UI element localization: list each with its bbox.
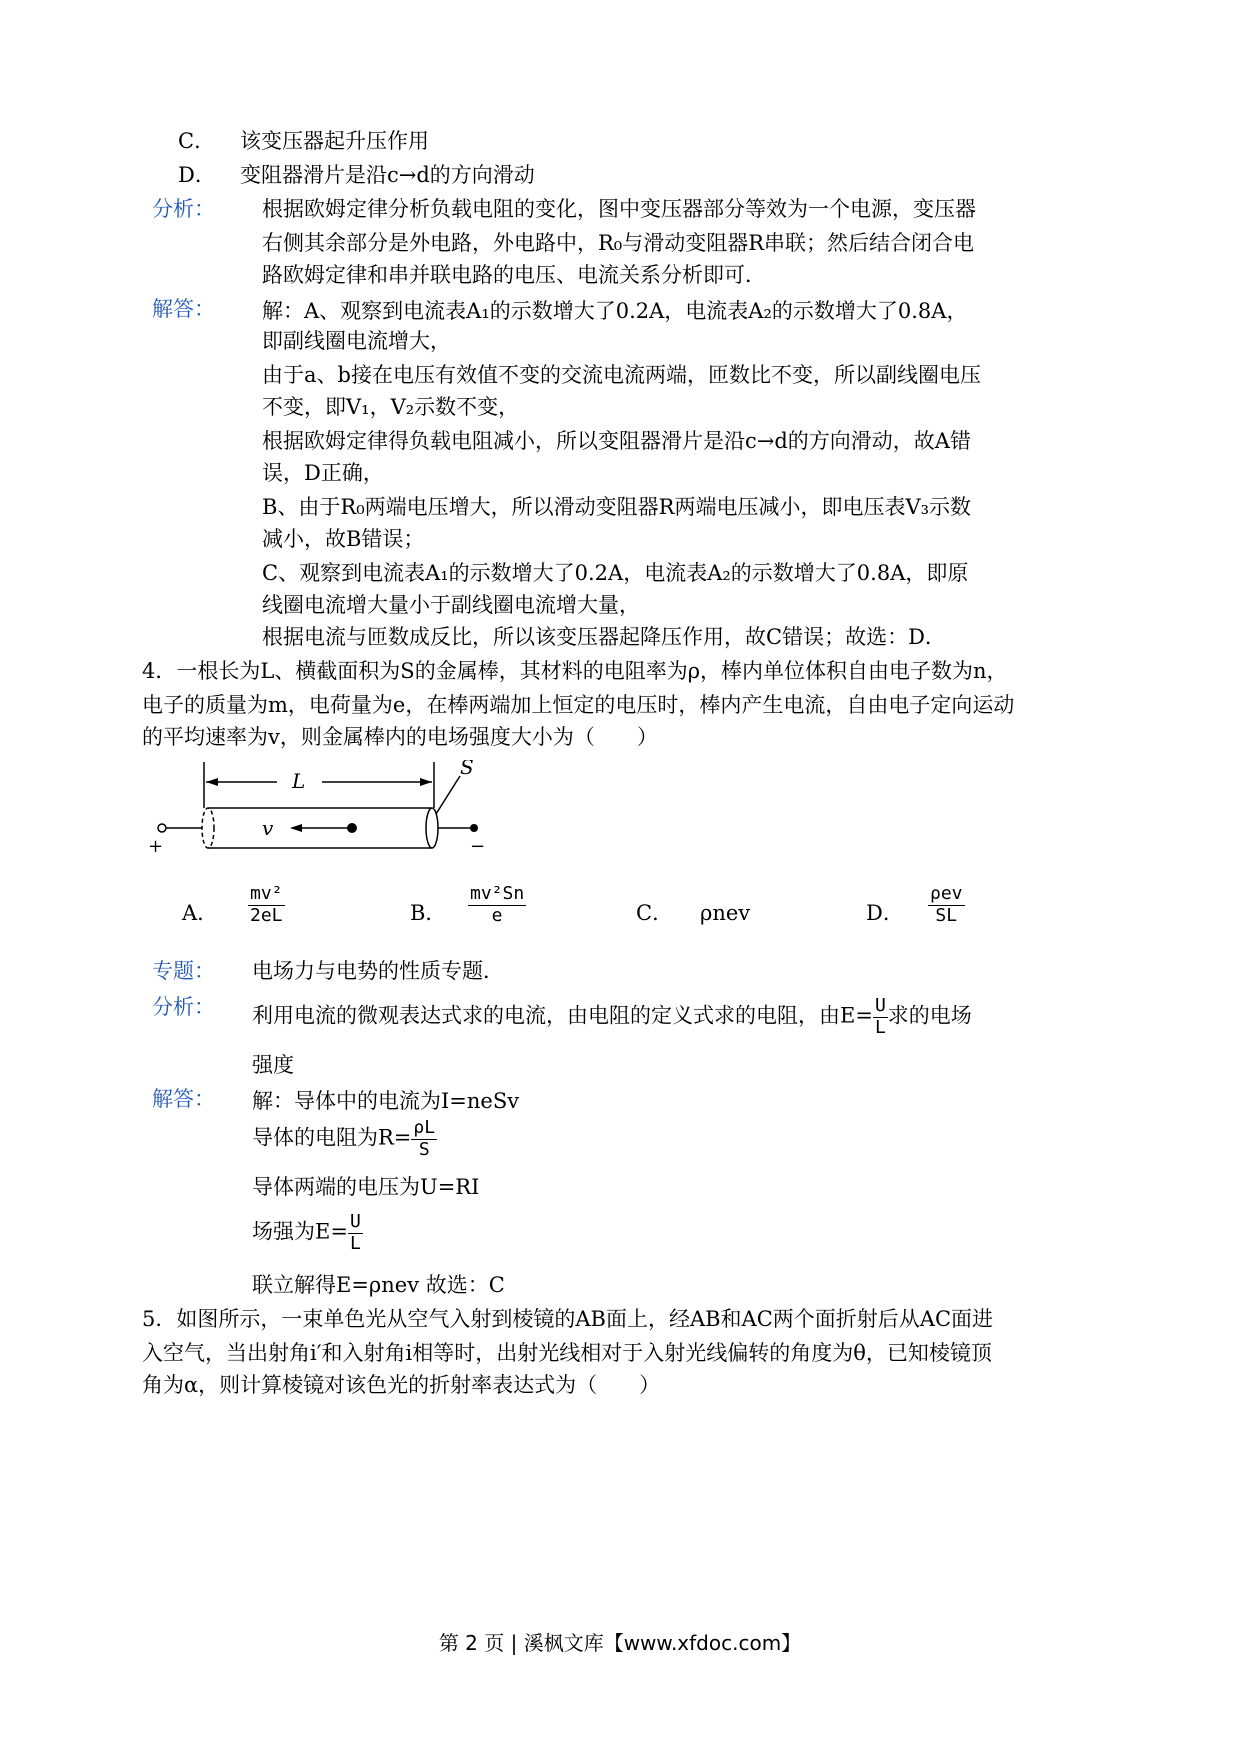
q4-solution-line-4 xyxy=(252,1212,363,1254)
q3-option-d-label: D． xyxy=(178,163,216,187)
q4-topic-text: 电场力与电势的性质专题． xyxy=(252,959,504,983)
q4-stem-line-1: 4．一根长为L、横截面积为S的金属棒，其材料的电阻率为ρ，棒内单位体积自由电子数为n， xyxy=(142,659,1008,683)
q4-option-b-formula xyxy=(468,884,526,926)
positive-terminal-label: + xyxy=(148,836,164,856)
analysis-text: 求的电场 xyxy=(887,1003,972,1028)
q4-solution-line-5: 联立解得E=ρnev 故选：C xyxy=(252,1273,505,1297)
q5-stem-line-3: 角为α，则计算棱镜对该色光的折射率表达式为（ ） xyxy=(142,1373,661,1397)
q3-solution-line: C、观察到电流表A₁的示数增大了0.2A，电流表A₂的示数增大了0.8A，即原 xyxy=(262,561,969,585)
fraction xyxy=(248,884,285,926)
fraction-numerator: ρev xyxy=(930,883,963,904)
q4-analysis-line-2: 强度 xyxy=(252,1053,294,1077)
q4-option-b-label: B． xyxy=(410,901,447,925)
velocity-label: v xyxy=(262,816,274,840)
fraction-denominator: S xyxy=(418,1138,430,1160)
fraction-denominator: L xyxy=(349,1232,361,1254)
fraction-numerator: U xyxy=(874,995,886,1016)
fraction-numerator: mv²Sn xyxy=(470,883,525,904)
q3-solution-line: 由于a、b接在电压有效值不变的交流电流两端，匝数比不变，所以副线圈电压 xyxy=(262,363,981,387)
q3-solution-line: 即副线圈电流增大， xyxy=(262,329,451,353)
q3-solution-line: B、由于R₀两端电压增大，所以滑动变阻器R两端电压减小，即电压表V₃示数 xyxy=(262,495,972,519)
q4-solution-line-1: 解：导体中的电流为I=neSv xyxy=(252,1089,520,1113)
metal-rod-figure xyxy=(142,760,502,856)
fraction xyxy=(873,996,888,1038)
q5-stem-line-1: 5．如图所示，一束单色光从空气入射到棱镜的AB面上，经AB和AC两个面折射后从AC面进 xyxy=(142,1307,994,1331)
fraction-numerator: ρL xyxy=(413,1117,436,1138)
fraction xyxy=(411,1118,437,1160)
q3-option-d-text: 变阻器滑片是沿c→d的方向滑动 xyxy=(240,163,535,187)
q4-solution-label: 解答： xyxy=(152,1087,215,1111)
q4-analysis-label: 分析： xyxy=(152,995,215,1019)
fraction xyxy=(348,1212,363,1254)
q4-solution-line-2 xyxy=(252,1118,437,1160)
q4-solution-line-3: 导体两端的电压为U=RI xyxy=(252,1175,480,1199)
q4-option-d-label: D． xyxy=(866,901,904,925)
negative-terminal-label: − xyxy=(470,836,486,856)
fraction-denominator: 2eL xyxy=(250,904,283,926)
fraction-numerator: U xyxy=(349,1211,361,1232)
q3-solution-line: 减小，故B错误； xyxy=(262,527,425,551)
q4-analysis-line-1 xyxy=(252,996,972,1038)
fraction xyxy=(928,884,965,926)
q5-stem-line-2: 入空气，当出射角i′和入射角i相等时，出射光线相对于入射光线偏转的角度为θ，已知棱镜顶 xyxy=(142,1341,992,1365)
q3-analysis-label: 分析： xyxy=(152,197,215,221)
page-footer: 第 2 页 | 溪枫文库【www.xfdoc.com】 xyxy=(438,1631,802,1655)
q3-analysis-line-2: 右侧其余部分是外电路，外电路中，R₀与滑动变阻器R串联；然后结合闭合电 xyxy=(262,231,975,255)
q3-analysis-line-3: 路欧姆定律和串并联电路的电压、电流关系分析即可． xyxy=(262,263,766,287)
length-label: L xyxy=(292,769,306,793)
solution-text: 导体的电阻为R= xyxy=(252,1125,412,1150)
q4-option-c-text: ρnev xyxy=(700,901,751,925)
fraction xyxy=(468,884,526,926)
q3-solution-line: 线圈电流增大量小于副线圈电流增大量， xyxy=(262,593,640,617)
analysis-text: 利用电流的微观表达式求的电流，由电阻的定义式求的电阻，由E= xyxy=(252,1003,873,1028)
q3-solution-label: 解答： xyxy=(152,297,215,321)
q3-solution-line: 解：A、观察到电流表A₁的示数增大了0.2A，电流表A₂的示数增大了0.8A， xyxy=(262,299,968,323)
electron-dot xyxy=(347,823,357,833)
fraction-denominator: L xyxy=(874,1016,886,1038)
q3-solution-line: 不变，即V₁，V₂示数不变， xyxy=(262,395,520,419)
q4-topic-label: 专题： xyxy=(152,959,215,983)
fraction-denominator: SL xyxy=(935,904,958,926)
q3-option-c-text: 该变压器起升压作用 xyxy=(240,129,429,153)
q3-option-c-label: C． xyxy=(178,129,216,153)
q3-solution-line: 根据欧姆定律得负载电阻减小，所以变阻器滑片是沿c→d的方向滑动，故A错 xyxy=(262,429,971,453)
cross-section-label: S xyxy=(460,760,474,779)
q4-option-d-formula xyxy=(928,884,965,926)
fraction-denominator: e xyxy=(491,904,503,926)
q4-stem-line-3: 的平均速率为v，则金属棒内的电场强度大小为（ ） xyxy=(142,725,658,749)
q3-solution-line: 误，D正确， xyxy=(262,461,384,485)
fraction-numerator: mv² xyxy=(250,883,283,904)
q3-analysis-line-1: 根据欧姆定律分析负载电阻的变化，图中变压器部分等效为一个电源，变压器 xyxy=(262,197,976,221)
q4-option-c-label: C． xyxy=(636,901,674,925)
q4-option-a-formula xyxy=(248,884,285,926)
q3-solution-line: 根据电流与匝数成反比，所以该变压器起降压作用，故C错误；故选：D． xyxy=(262,625,946,649)
q4-stem-line-2: 电子的质量为m，电荷量为e，在棒两端加上恒定的电压时，棒内产生电流，自由电子定向运动 xyxy=(142,693,1015,717)
q4-option-a-label: A． xyxy=(182,901,219,925)
solution-text: 场强为E= xyxy=(252,1219,348,1244)
